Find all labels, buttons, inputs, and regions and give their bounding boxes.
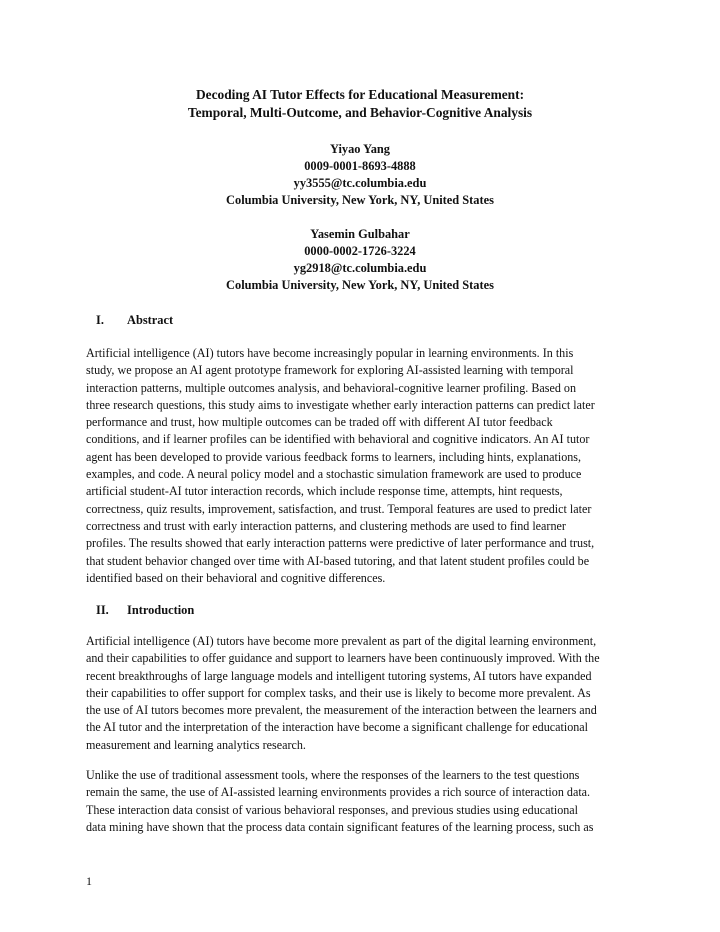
author-1-orcid: 0009-0001-8693-4888 — [304, 159, 416, 173]
author-1-affiliation: Columbia University, New York, NY, United States — [226, 193, 494, 207]
text-line: and their capabilities to offer guidance and support to learners have been continuously improved. With the — [86, 651, 600, 666]
text-line: the use of AI tutors becomes more prevalent, the measurement of the interaction between the learners and — [86, 703, 597, 718]
text-line: conditions, and if learner profiles can be identified with behavioral and cognitive indicators. An AI tutor — [86, 432, 590, 447]
text-line: that student behavior changed over time with AI-based tutoring, and that latent student profiles could be — [86, 553, 590, 568]
text-line: remain the same, the use of AI-assisted learning environments provides a rich source of interaction data. — [86, 785, 591, 800]
paper-title-line-2: Temporal, Multi-Outcome, and Behavior-Cognitive Analysis — [187, 105, 533, 120]
text-line: profiles. The results showed that early interaction patterns were predictive of later performance and trust, — [86, 536, 595, 551]
introduction-paragraph-1 — [86, 633, 646, 754]
text-line: recent breakthroughs of large language models and intelligent tutoring systems, AI tutors have expanded — [86, 668, 592, 683]
text-line: Artificial intelligence (AI) tutors have become more prevalent as part of the digital learning environment, — [86, 634, 597, 648]
author-2-name: Yasemin Gulbahar — [310, 227, 410, 241]
text-line: correctness and trust with early interaction patterns, and clustering methods are used to find learner — [86, 518, 566, 533]
text-line: artificial student-AI tutor interaction records, which include response time, attempts, hint requests, — [86, 484, 563, 499]
text-line: identified based on their behavioral and cognitive differences. — [86, 570, 386, 585]
section-number: I. — [96, 313, 104, 327]
paper-title-line-1: Decoding AI Tutor Effects for Educational Measurement: — [195, 87, 525, 102]
text-line: correctness, quiz results, improvement, satisfaction, and trust. Temporal features are used to predict later — [86, 501, 592, 516]
text-line: agent has been developed to provide various feedback forms to learners, including hints, explanations, — [86, 449, 582, 464]
text-line: measurement and learning analytics research. — [86, 737, 306, 752]
author-2-affiliation: Columbia University, New York, NY, United States — [226, 278, 494, 292]
introduction-paragraph-2 — [86, 767, 646, 836]
section-title: Abstract — [127, 313, 174, 327]
author-2-orcid: 0000-0002-1726-3224 — [304, 244, 416, 258]
page-number: 1 — [86, 874, 92, 888]
text-line: Artificial intelligence (AI) tutors have become increasingly popular in learning environments. In this — [86, 346, 574, 360]
text-line: study, we propose an AI agent prototype framework for exploring AI-assisted learning with temporal — [86, 363, 574, 378]
author-1-name: Yiyao Yang — [329, 142, 390, 156]
author-1-email: yy3555@tc.columbia.edu — [293, 176, 427, 190]
abstract-paragraph — [86, 345, 646, 587]
text-line: their capabilities to offer support for complex tasks, and their use is likely to become more prevalent. As — [86, 685, 591, 700]
text-line: performance and trust, how multiple outcomes can be traded off with different AI tutor feedback — [86, 415, 553, 430]
section-number: II. — [96, 603, 109, 617]
text-line: examples, and code. A neural policy model and a stochastic simulation framework are used to produce — [86, 467, 582, 482]
text-line: three research questions, this study aims to investigate whether early interaction patterns can predict later — [86, 397, 595, 412]
author-2-email: yg2918@tc.columbia.edu — [293, 261, 427, 275]
text-line: Unlike the use of traditional assessment tools, where the responses of the learners to the test questions — [86, 768, 580, 782]
text-line: interaction patterns, multiple outcomes analysis, and behavioral-cognitive learner profiling. Based on — [86, 380, 576, 395]
section-title: Introduction — [127, 603, 195, 617]
text-line: These interaction data consist of various behavioral responses, and previous studies using educational — [86, 802, 579, 817]
text-line: the AI tutor and the interpretation of the interaction have become a significant challenge for educational — [86, 720, 589, 735]
text-line: data mining have shown that the process data contain significant features of the learning process, such as — [86, 819, 594, 834]
